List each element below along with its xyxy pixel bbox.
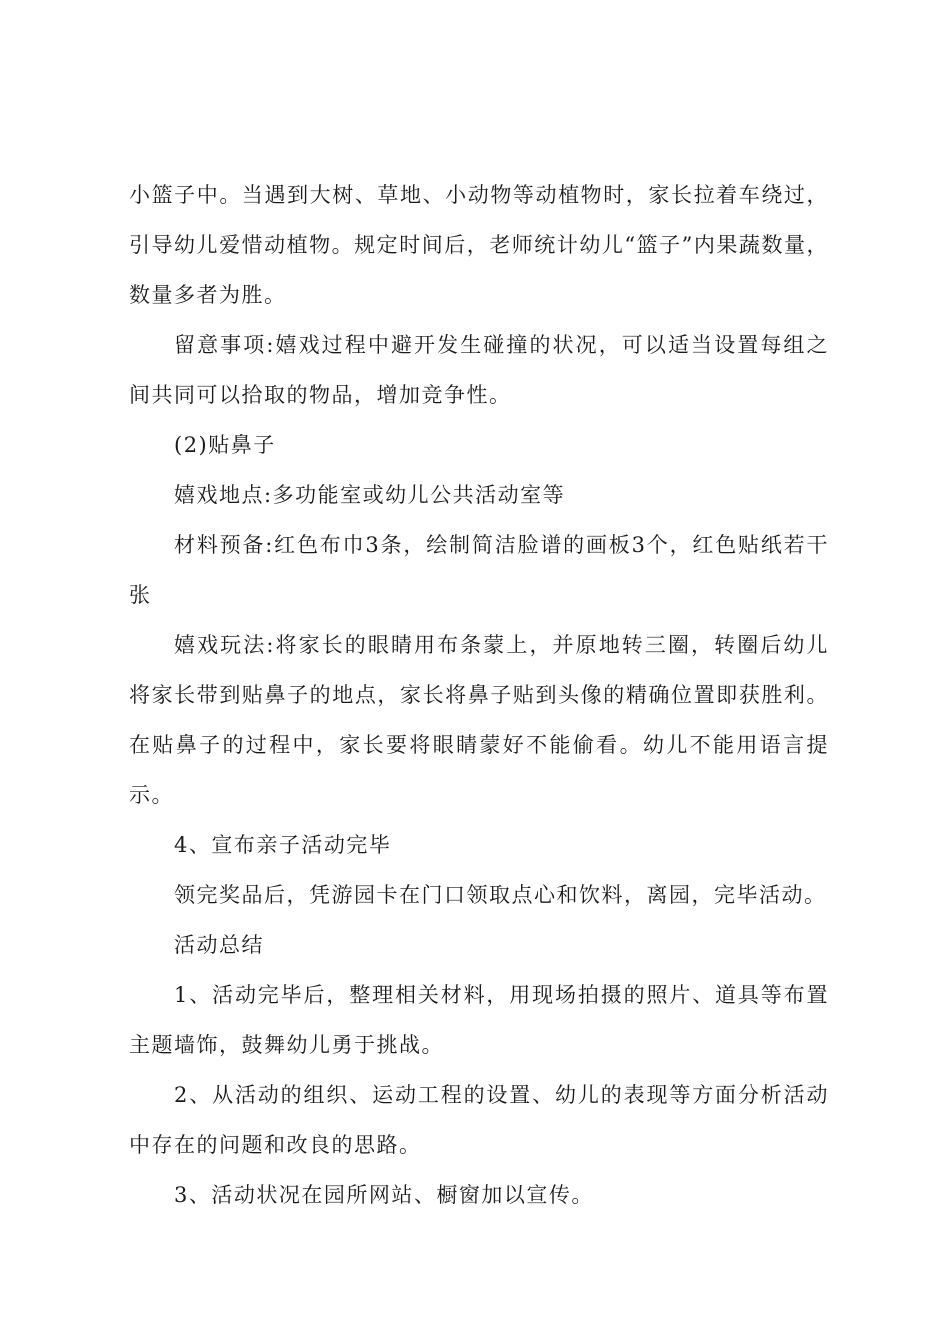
paragraph-continued: 小篮子中。当遇到大树、草地、小动物等动植物时，家长拉着车绕过，引导幼儿爱惜动植物。规定时间后，老师统计幼儿“篮子”内果蔬数量，数量多者为胜。 [129,183,829,307]
paragraph-gameplay: 嬉戏玩法:将家长的眼睛用布条蒙上，并原地转三圈，转圈后幼儿将家长带到贴鼻子的地点，家长将鼻子贴到头像的精确位置即获胜利。在贴鼻子的过程中，家长要将眼睛蒙好不能偷看。幼儿不能用语言提示。 [129,633,829,807]
paragraph-materials: 材料预备:红色布巾3条，绘制简洁脸谱的画板3个，红色贴纸若干张 [129,533,829,607]
paragraph-location: 嬉戏地点:多功能室或幼儿公共活动室等 [174,483,566,507]
summary-item-3: 3、活动状况在园所网站、橱窗加以宣传。 [174,1183,594,1207]
heading-stick-nose: (2)贴鼻子 [174,433,276,457]
paragraph-notes: 留意事项:嬉戏过程中避开发生碰撞的状况，可以适当设置每组之间共同可以拾取的物品，增加竞争性。 [129,333,829,407]
heading-summary: 活动总结 [174,933,264,957]
summary-item-2: 2、从活动的组织、运动工程的设置、幼儿的表现等方面分析活动中存在的问题和改良的思路。 [129,1083,829,1157]
heading-announce-end: 4、宣布亲子活动完毕 [174,833,392,857]
document-body [129,170,829,1220]
paragraph-leave: 领完奖品后，凭游园卡在门口领取点心和饮料，离园，完毕活动。 [174,883,827,907]
summary-item-1: 1、活动完毕后，整理相关材料，用现场拍摄的照片、道具等布置主题墙饰，鼓舞幼儿勇于挑战。 [129,983,829,1057]
